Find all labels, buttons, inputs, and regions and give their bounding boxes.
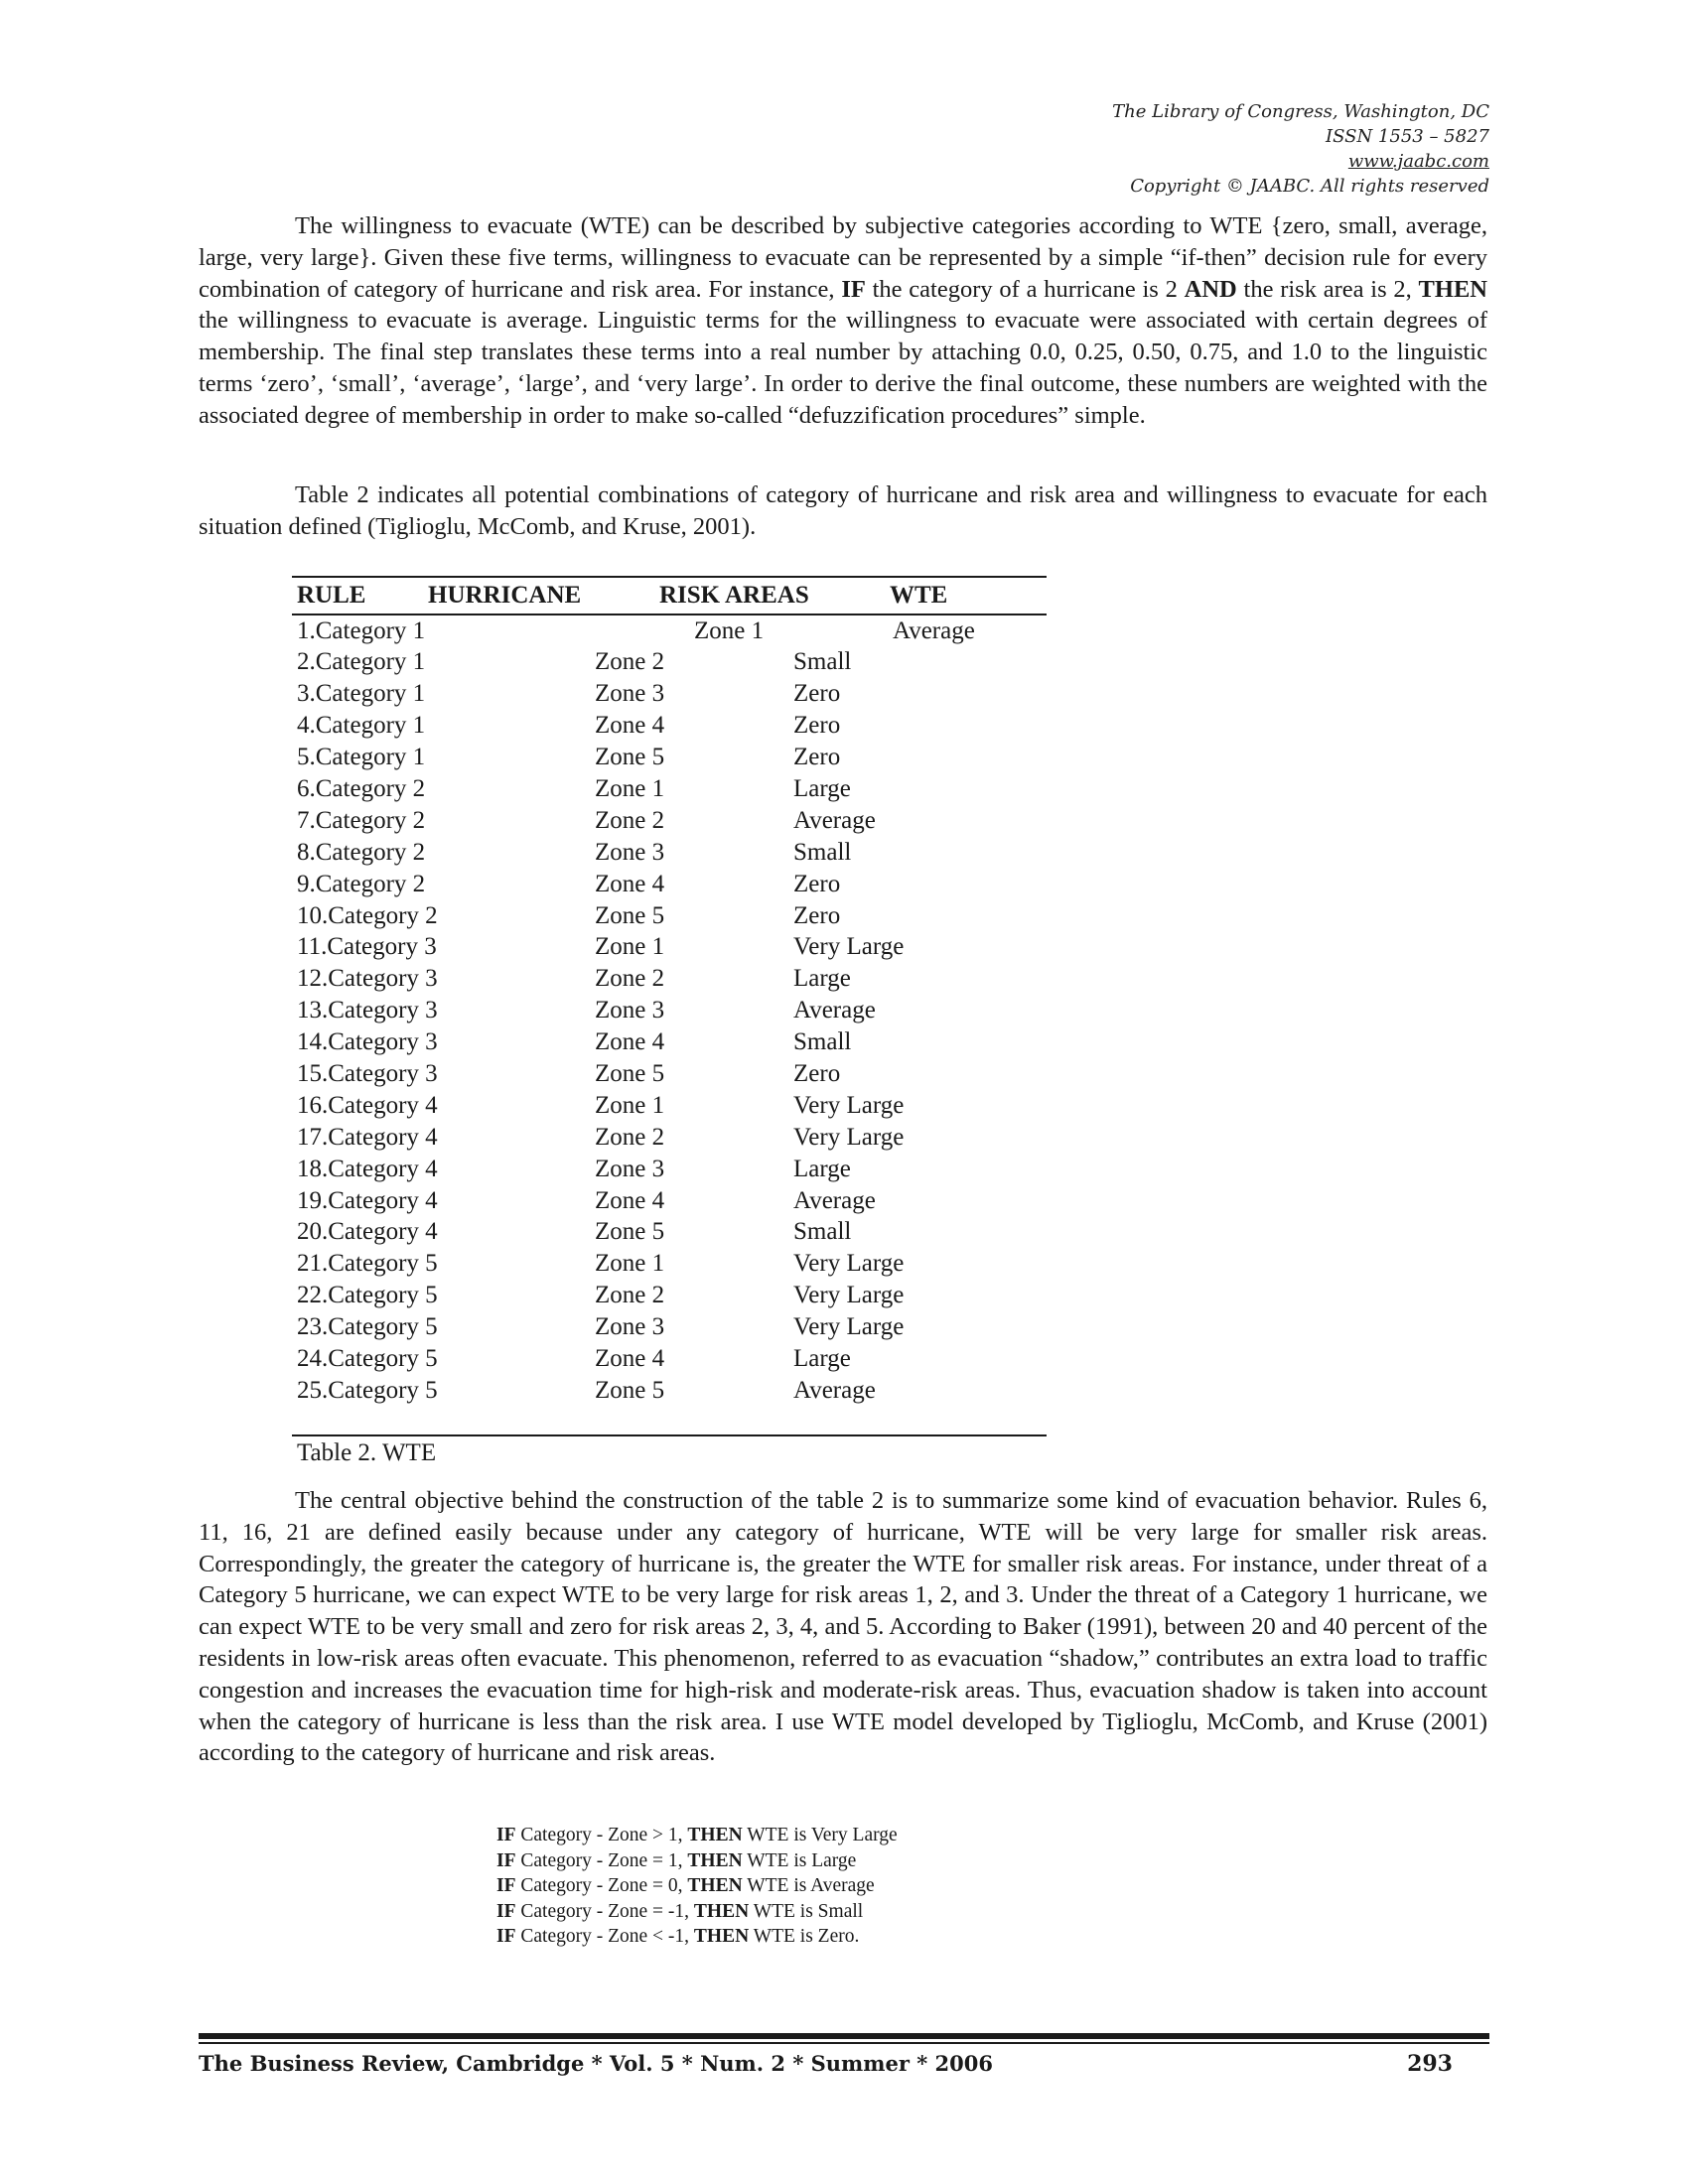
table-row bbox=[292, 1216, 1047, 1248]
table-cell-rule: 10.Category 2 bbox=[297, 901, 438, 929]
header-wte: WTE bbox=[890, 582, 948, 609]
footer-thick-rule bbox=[199, 2033, 1489, 2039]
header-website-link[interactable]: www.jaabc.com bbox=[1347, 151, 1489, 172]
rule-line: IF Category - Zone = -1, THEN WTE is Small bbox=[496, 1900, 864, 1922]
table-cell-wte: Average bbox=[793, 1376, 876, 1404]
table-row bbox=[292, 837, 1047, 869]
table-row bbox=[292, 1280, 1047, 1311]
table-cell-wte: Very Large bbox=[793, 1091, 905, 1119]
table-row bbox=[292, 742, 1047, 773]
table-cell-rule: 21.Category 5 bbox=[297, 1250, 438, 1278]
table-caption: Table 2. WTE bbox=[297, 1439, 437, 1466]
page-footer bbox=[199, 2051, 1489, 2076]
header-library: The Library of Congress, Washington, DC bbox=[1112, 101, 1489, 122]
table-cell-risk-area: Zone 2 bbox=[595, 806, 665, 834]
table-row bbox=[292, 1090, 1047, 1122]
table-row bbox=[292, 710, 1047, 742]
table-cell-wte: Average bbox=[793, 806, 876, 834]
table-row bbox=[292, 773, 1047, 805]
table-cell-risk-area: Zone 3 bbox=[595, 997, 665, 1024]
table-cell-risk-area: Zone 5 bbox=[595, 1376, 665, 1404]
wte-rule-list bbox=[496, 1823, 898, 1950]
table-cell-rule: 6.Category 2 bbox=[297, 774, 426, 802]
table-cell-risk-area: Zone 2 bbox=[595, 648, 665, 676]
table-cell-rule: 7.Category 2 bbox=[297, 806, 426, 834]
table-row bbox=[292, 678, 1047, 710]
table-cell-risk-area: Zone 4 bbox=[595, 870, 665, 897]
table-body bbox=[292, 615, 1047, 1407]
table-cell-wte: Average bbox=[793, 1186, 876, 1214]
rule-line: IF Category - Zone > 1, THEN WTE is Very Large bbox=[496, 1825, 898, 1845]
table-row bbox=[292, 1185, 1047, 1217]
table-cell-risk-area: Zone 5 bbox=[595, 1218, 665, 1246]
table-cell-wte: Average bbox=[893, 616, 975, 644]
table-cell-risk-area: Zone 5 bbox=[595, 901, 665, 929]
table-cell-wte: Large bbox=[793, 774, 851, 802]
table-cell-wte: Zero bbox=[793, 901, 841, 929]
header-hurricane: HURRICANE bbox=[428, 582, 582, 609]
table-cell-rule: 19.Category 4 bbox=[297, 1186, 438, 1214]
table-cell-rule: 17.Category 4 bbox=[297, 1123, 438, 1151]
table-row bbox=[292, 805, 1047, 837]
table-cell-rule: 9.Category 2 bbox=[297, 870, 426, 897]
table-cell-risk-area: Zone 3 bbox=[595, 838, 665, 866]
table-cell-wte: Zero bbox=[793, 680, 841, 708]
table-row bbox=[292, 1026, 1047, 1058]
rule-line: IF Category - Zone < -1, THEN WTE is Zero. bbox=[496, 1926, 860, 1948]
table-cell-rule: 16.Category 4 bbox=[297, 1091, 438, 1119]
table-row bbox=[292, 900, 1047, 932]
table-cell-risk-area: Zone 3 bbox=[595, 1155, 665, 1182]
table-cell-risk-area: Zone 1 bbox=[595, 1091, 665, 1119]
table-cell-risk-area: Zone 2 bbox=[595, 1282, 665, 1309]
table-cell-rule: 13.Category 3 bbox=[297, 997, 438, 1024]
table-header-row bbox=[292, 578, 1047, 614]
table-cell-wte: Large bbox=[793, 965, 851, 993]
table-cell-wte: Very Large bbox=[793, 933, 905, 961]
table-row bbox=[292, 1122, 1047, 1154]
table-cell-risk-area: Zone 1 bbox=[595, 1250, 665, 1278]
table-cell-rule: 5.Category 1 bbox=[297, 744, 426, 771]
table-cell-wte: Very Large bbox=[793, 1313, 905, 1341]
rule-line: IF Category - Zone = 1, THEN WTE is Large bbox=[496, 1849, 857, 1871]
table-row bbox=[292, 931, 1047, 963]
wte-table bbox=[292, 576, 1047, 1466]
table-cell-risk-area: Zone 5 bbox=[595, 744, 665, 771]
table-cell-wte: Small bbox=[793, 648, 852, 676]
table-cell-rule: 24.Category 5 bbox=[297, 1344, 438, 1372]
table-row bbox=[292, 646, 1047, 678]
rule-line: IF Category - Zone = 0, THEN WTE is Average bbox=[496, 1875, 875, 1897]
table-cell-wte: Zero bbox=[793, 712, 841, 740]
table-cell-wte: Large bbox=[793, 1344, 851, 1372]
table-cell-rule: 23.Category 5 bbox=[297, 1313, 438, 1341]
table-row bbox=[292, 1058, 1047, 1090]
table-row bbox=[292, 1311, 1047, 1343]
table-row bbox=[292, 963, 1047, 995]
table-bottom-rule bbox=[292, 1434, 1047, 1436]
footer-thin-rule bbox=[199, 2042, 1489, 2044]
footer-journal: The Business Review, Cambridge * Vol. 5 * Num. 2 * Summer * 2006 bbox=[199, 2051, 993, 2076]
table-cell-risk-area: Zone 4 bbox=[595, 1028, 665, 1056]
table-cell-rule: 12.Category 3 bbox=[297, 965, 438, 993]
table-row bbox=[292, 869, 1047, 900]
table-cell-risk-area: Zone 2 bbox=[595, 1123, 665, 1151]
table-cell-risk-area: Zone 1 bbox=[595, 774, 665, 802]
table-cell-rule: 11.Category 3 bbox=[297, 933, 437, 961]
header-risk-areas: RISK AREAS bbox=[659, 582, 809, 609]
header-issn: ISSN 1553 – 5827 bbox=[1326, 126, 1489, 147]
paragraph-wte-definition: The willingness to evacuate (WTE) can be described by subjective categories according to WTE {zero, small, average, large, very large}. Given these five terms, willingness to evacuate can be represented by a simple “if-then” decision rule for every combination of category of hurricane and risk area. For instance, IF the category of a hurricane is 2 AND the risk area is 2, THEN the willingness to evacuate is average. Linguistic terms for the willingness to evacuate were associated with certain degrees of membership. The final step translates these terms into a real number by attaching 0.0, 0.25, 0.50, 0.75, and 1.0 to the linguistic terms ‘zero’, ‘small’, ‘average’, ‘large’, and ‘very large’. In order to derive the final outcome, these numbers are weighted with the associated degree of membership in order to make so-called “defuzzification procedures” simple. bbox=[199, 212, 1487, 429]
table-cell-wte: Zero bbox=[793, 744, 841, 771]
table-cell-wte: Small bbox=[793, 838, 852, 866]
table-cell-rule: 8.Category 2 bbox=[297, 838, 426, 866]
table-cell-risk-area: Zone 3 bbox=[595, 680, 665, 708]
table-cell-risk-area: Zone 4 bbox=[595, 1344, 665, 1372]
table-cell-risk-area: Zone 3 bbox=[595, 1313, 665, 1341]
table-cell-risk-area: Zone 4 bbox=[595, 1186, 665, 1214]
table-cell-wte: Zero bbox=[793, 870, 841, 897]
table-cell-risk-area: Zone 5 bbox=[595, 1059, 665, 1087]
table-row bbox=[292, 1343, 1047, 1375]
table-cell-wte: Zero bbox=[793, 1059, 841, 1087]
table-cell-wte: Small bbox=[793, 1218, 852, 1246]
table-cell-rule: 15.Category 3 bbox=[297, 1059, 438, 1087]
table-cell-risk-area: Zone 1 bbox=[595, 933, 665, 961]
table-cell-wte: Very Large bbox=[793, 1123, 905, 1151]
page-number: 293 bbox=[1407, 2051, 1453, 2077]
paragraph-table-intro: Table 2 indicates all potential combinations of category of hurricane and risk area and willingness to evacuate for each situation defined (Tiglioglu, McComb, and Kruse, 2001). bbox=[199, 481, 1487, 540]
table-cell-wte: Average bbox=[793, 997, 876, 1024]
paragraph-table-discussion: The central objective behind the construction of the table 2 is to summarize some kind of evacuation behavior. Rules 6, 11, 16, 21 are defined easily because under any category of hurricane, WTE will be very large for smaller risk areas. Correspondingly, the greater the category of hurricane is, the greater the WTE for smaller risk areas. For instance, under threat of a Category 5 hurricane, we can expect WTE to be very large for risk areas 1, 2, and 3. Under the threat of a Category 1 hurricane, we can expect WTE to be very small and zero for risk areas 2, 3, 4, and 5. According to Baker (1991), between 20 and 40 percent of the residents in low-risk areas often evacuate. This phenomenon, referred to as evacuation “shadow,” contributes an extra load to traffic congestion and increases the evacuation time for high-risk and moderate-risk areas. Thus, evacuation shadow is taken into account when the category of hurricane is less than the risk area. I use WTE model developed by Tiglioglu, McComb, and Kruse (2001) according to the category of hurricane and risk areas. bbox=[199, 1487, 1487, 1767]
table-cell-rule: 3.Category 1 bbox=[297, 680, 426, 708]
table-cell-wte: Very Large bbox=[793, 1282, 905, 1309]
table-cell-risk-area: Zone 4 bbox=[595, 712, 665, 740]
table-row bbox=[292, 1248, 1047, 1280]
table-row bbox=[292, 1375, 1047, 1407]
table-cell-rule: 4.Category 1 bbox=[297, 712, 426, 740]
table-cell-rule: 20.Category 4 bbox=[297, 1218, 438, 1246]
header-rule: RULE bbox=[297, 582, 366, 609]
table-cell-rule: 18.Category 4 bbox=[297, 1155, 438, 1182]
table-row bbox=[292, 995, 1047, 1026]
table-row bbox=[292, 1154, 1047, 1185]
journal-header bbox=[1112, 99, 1489, 199]
table-cell-rule: 1.Category 1 bbox=[297, 616, 426, 644]
table-cell-rule: 22.Category 5 bbox=[297, 1282, 438, 1309]
header-copyright: Copyright © JAABC. All rights reserved bbox=[1130, 176, 1489, 197]
table-cell-wte: Small bbox=[793, 1028, 852, 1056]
table-cell-wte: Very Large bbox=[793, 1250, 905, 1278]
table-cell-wte: Large bbox=[793, 1155, 851, 1182]
table-cell-rule: 2.Category 1 bbox=[297, 648, 426, 676]
table-row bbox=[292, 615, 1047, 647]
table-cell-risk-area: Zone 2 bbox=[595, 965, 665, 993]
table-cell-rule: 14.Category 3 bbox=[297, 1028, 438, 1056]
table-cell-risk-area: Zone 1 bbox=[694, 616, 765, 644]
table-cell-rule: 25.Category 5 bbox=[297, 1376, 438, 1404]
